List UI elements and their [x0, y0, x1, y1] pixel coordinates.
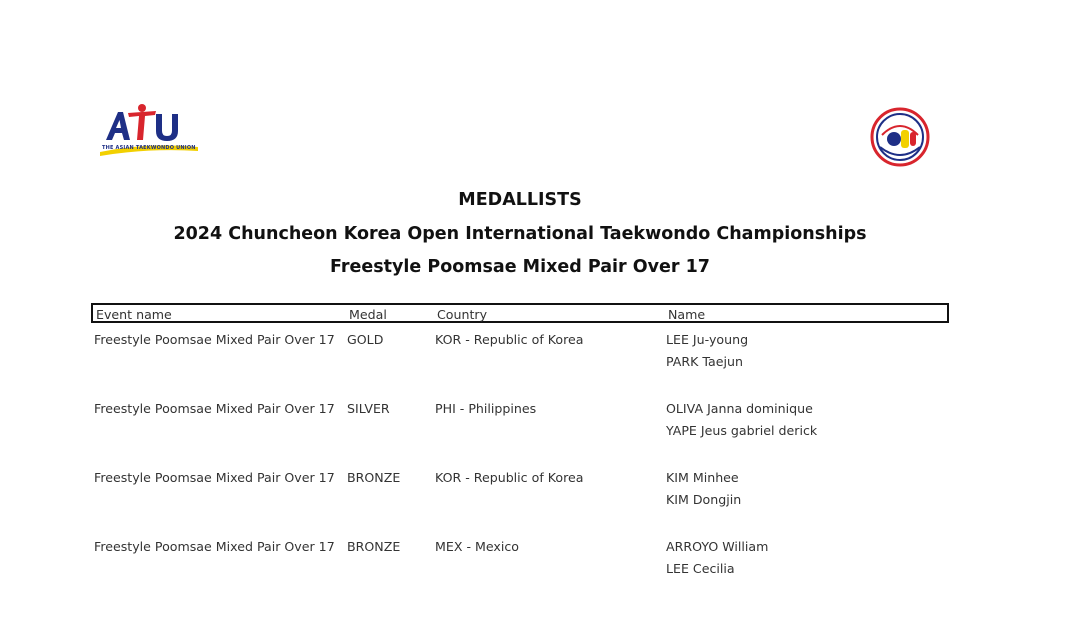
atu-logo-graphic	[98, 100, 203, 160]
country-cell: PHI - Philippines	[435, 401, 537, 416]
table-row	[91, 530, 949, 599]
athlete-name: OLIVA Janna dominique	[666, 401, 813, 416]
event-name-cell: Freestyle Poomsae Mixed Pair Over 17	[94, 539, 335, 554]
header-country: Country	[437, 307, 488, 322]
header-event-name: Event name	[96, 307, 172, 322]
table-row	[91, 392, 949, 461]
medal-cell: BRONZE	[347, 539, 401, 554]
athlete-name: YAPE Jeus gabriel derick	[666, 423, 818, 438]
athlete-name: LEE Cecilia	[666, 561, 735, 576]
event-name-cell: Freestyle Poomsae Mixed Pair Over 17	[94, 332, 335, 347]
medallists-table	[91, 303, 949, 599]
championship-emblem-icon	[868, 105, 932, 169]
event-name-cell: Freestyle Poomsae Mixed Pair Over 17	[94, 401, 335, 416]
athlete-name: KIM Dongjin	[666, 492, 742, 507]
athlete-name: PARK Taejun	[666, 354, 743, 369]
table-row	[91, 461, 949, 530]
medal-cell: GOLD	[347, 332, 384, 347]
header-medal: Medal	[349, 307, 387, 322]
athlete-name: ARROYO William	[666, 539, 769, 554]
event-title: Freestyle Poomsae Mixed Pair Over 17	[330, 257, 710, 277]
medal-cell: SILVER	[347, 401, 390, 416]
country-cell: MEX - Mexico	[435, 539, 519, 554]
athlete-name: LEE Ju-young	[666, 332, 749, 347]
page-title: MEDALLISTS	[458, 190, 582, 210]
medal-cell: BRONZE	[347, 470, 401, 485]
table-row	[91, 323, 949, 392]
country-cell: KOR - Republic of Korea	[435, 470, 584, 485]
championship-title: 2024 Chuncheon Korea Open International Taekwondo Championships	[173, 224, 867, 244]
athlete-name: KIM Minhee	[666, 470, 739, 485]
table-header	[91, 303, 949, 323]
header-name: Name	[668, 307, 706, 322]
atu-subtitle: THE ASIAN TAEKWONDO UNION	[102, 145, 196, 151]
country-cell: KOR - Republic of Korea	[435, 332, 584, 347]
event-name-cell: Freestyle Poomsae Mixed Pair Over 17	[94, 470, 335, 485]
atu-logo	[98, 100, 203, 160]
